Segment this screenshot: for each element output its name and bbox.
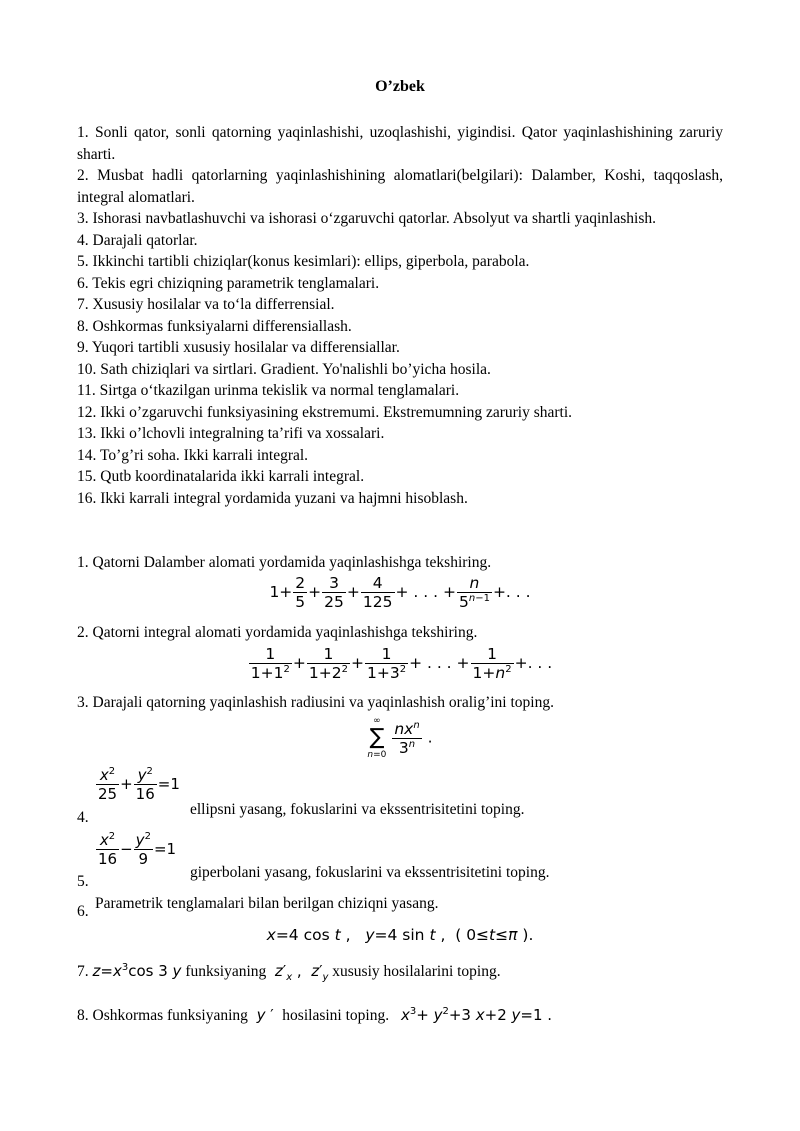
topic-item: 8. Oshkormas funksiyalarni differensiallash. <box>77 317 352 335</box>
problem-7 <box>77 962 723 981</box>
problem-4-formula: $\frac{x^2}{25}$ + $\frac{y^2}{16}$ =1 <box>98 766 180 803</box>
topic-item: 3. Ishorasi navbatlashuvchi va ishorasi o‘zgaruvchi qatorlar. Absolyut va shartli yaqinlashish. <box>77 210 656 227</box>
problem-5-number: 5. <box>77 873 89 890</box>
topic-item: 2. Musbat hadli qatorlarning yaqinlashishining alomatlari(belgilari): Dalamber, Koshi, taqqoslash, integral alomatlari. <box>77 167 723 206</box>
problem-8-formula: $x^3+ y^2+3$ x+2 y=1 . <box>400 1006 553 1024</box>
problem-7-mid-text: funksiyaning <box>185 963 267 980</box>
topic-item: 9. Yuqori tartibli xususiy hosilalar va differensiallar. <box>77 339 400 356</box>
problem-8-derivative: y ′ <box>256 1006 279 1024</box>
problem-1-text: 1. Qatorni Dalamber alomati yordamida yaqinlashishga tekshiring. <box>77 554 492 571</box>
problem-7-number: 7. <box>77 963 89 980</box>
topic-item: 1. Sonli qator, sonli qatorning yaqinlashishi, uzoqlashishi, yigindisi. Qator yaqinlashishining zaruriy sharti. <box>77 124 723 163</box>
topic-item: 5. Ikkinchi tartibli chiziqlar(konus kesimlari): ellips, giperbola, parabola. <box>77 253 530 270</box>
problem-6-text: Parametrik tenglamalari bilan berilgan chiziqni yasang. <box>95 895 439 912</box>
topic-item: 14. To’g’ri soha. Ikki karrali integral. <box>77 446 309 464</box>
problem-6-number: 6. <box>77 903 89 920</box>
problem-4-text: ellipsni yasang, fokuslarini va ekssentrisitetini toping. <box>190 801 525 818</box>
problem-3-text: 3. Darajali qatorning yaqinlashish radiusini va yaqinlashish oralig’ini toping. <box>77 694 554 711</box>
topic-item: 11. Sirtga o‘tkazilgan urinma tekislik va normal tenglamalari. <box>77 382 460 399</box>
problem-1-formula: 1+ $\frac{2}{5}$ + $\frac{3}{25}$ + $\frac{4}{125}$ + . . . + $\frac{n}{5^{n-1}}$ +. . . <box>269 574 531 611</box>
problem-7-formula: $z=x^3\cos$ 3 y <box>92 962 182 980</box>
problem-8-mid-text: hosilasini toping. <box>282 1007 390 1024</box>
topic-item: 16. Ikki karrali integral yordamida yuzani va hajmni hisoblash. <box>77 489 468 507</box>
page-title: O’zbek <box>375 78 425 95</box>
topic-item: 13. Ikki o’lchovli integralning ta’rifi va xossalari. <box>77 425 385 442</box>
topic-item: 12. Ikki o’zgaruvchi funksiyasining ekstremumi. Ekstremumning zaruriy sharti. <box>77 403 573 421</box>
problem-5-formula: $\frac{x^2}{16}$ − $\frac{y^2}{9}$ =1 <box>98 831 177 868</box>
problem-7-derivatives: $z'_x$ , $z'_y$ <box>274 962 329 983</box>
problem-6-formula: x=4 cos t , y=4 sin t , ( 0≤t≤π ). <box>266 926 534 944</box>
problem-7-end-text: xususiy hosilalarini toping. <box>332 963 501 980</box>
problem-3-formula: ∞ ∑ n=0 $\frac{nx^n}{3^n}$ . <box>367 716 433 760</box>
topic-item: 10. Sath chiziqlari va sirtlari. Gradient. Yo'nalishli bo’yicha hosila. <box>77 360 491 378</box>
topic-list <box>77 122 723 509</box>
topic-item: 7. Xususiy hosilalar va to‘la differrensial. <box>77 296 335 313</box>
problem-2-text: 2. Qatorni integral alomati yordamida yaqinlashishga tekshiring. <box>77 624 478 641</box>
problem-4-number: 4. <box>77 809 89 826</box>
topic-item: 4. Darajali qatorlar. <box>77 231 198 249</box>
problem-8-start-text: 8. Oshkormas funksiyaning <box>77 1007 248 1024</box>
problem-8 <box>77 1006 723 1025</box>
topic-item: 6. Tekis egri chiziqning parametrik tenglamalari. <box>77 274 380 292</box>
problem-5-text: giperbolani yasang, fokuslarini va ekssentrisitetini toping. <box>190 864 550 881</box>
problem-2-formula: $\frac{1}{1+1^2}$ + $\frac{1}{1+2^2}$ + $\frac{1}{1+3^2}$ + . . . + $\frac{1}{1+n^2}$ +. . . <box>250 645 553 682</box>
topic-item: 15. Qutb koordinatalarida ikki karrali integral. <box>77 468 365 485</box>
